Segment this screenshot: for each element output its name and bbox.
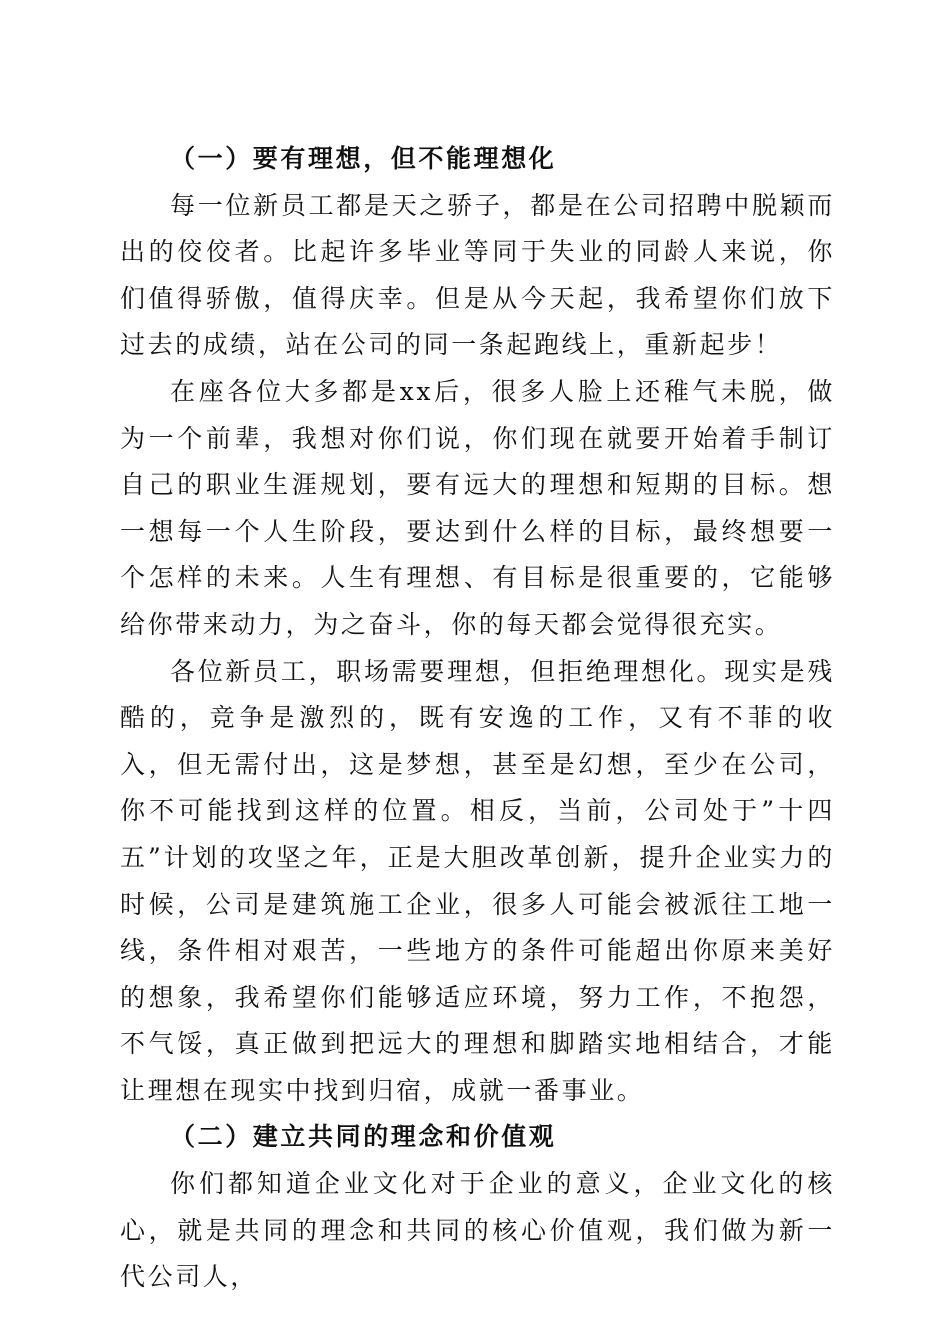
- section-heading-2: （二）建立共同的理念和价值观: [170, 1122, 557, 1152]
- document-body: [120, 136, 835, 1301]
- paragraph-4: 你们都知道企业文化对于企业的意义，企业文化的核心，就是共同的理念和共同的核心价值观，我们做为新一代公司人，: [120, 1169, 835, 1292]
- paragraph-2: 在座各位大多都是xx后，很多人脸上还稚气未脱，做为一个前辈，我想对你们说，你们现在就要开始着手制订自己的职业生涯规划，要有远大的理想和短期的目标。想一想每一个人生阶段，要达到什么样的目标，最终想要一个怎样的未来。人生有理想、有目标是很重要的，它能够给你带来动力，为之奋斗，你的每天都会觉得很充实。: [120, 376, 835, 639]
- paragraph-1: 每一位新员工都是天之骄子，都是在公司招聘中脱颖而出的佼佼者。比起许多毕业等同于失业的同龄人来说，你们值得骄傲，值得庆幸。但是从今天起，我希望你们放下过去的成绩，站在公司的同一条起跑线上，重新起步！: [120, 190, 835, 360]
- section-heading-1: （一）要有理想，但不能理想化: [170, 144, 557, 173]
- paragraph-3: 各位新员工，职场需要理想，但拒绝理想化。现实是残酷的，竞争是激烈的，既有安逸的工作，又有不菲的收入，但无需付出，这是梦想，甚至是幻想，至少在公司，你不可能找到这样的位置。相反，当前，公司处于”十四五”计划的攻坚之年，正是大胆改革创新，提升企业实力的时候，公司是建筑施工企业，很多人可能会被派往工地一线，条件相对艰苦，一些地方的条件可能超出你原来美好的想象，我希望你们能够适应环境，努力工作，不抱怨，不气馁，真正做到把远大的理想和脚踏实地相结合，才能让理想在现实中找到归宿，成就一番事业。: [120, 656, 835, 1105]
